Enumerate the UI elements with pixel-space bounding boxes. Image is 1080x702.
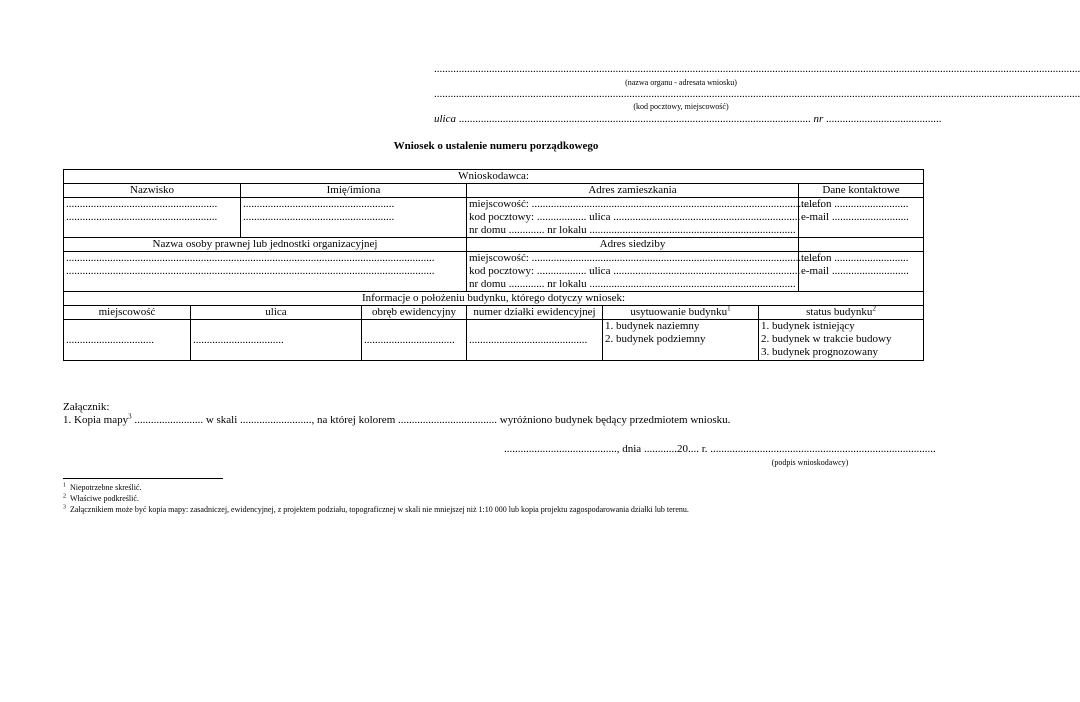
status-option-under-construction[interactable]: 2. budynek w trakcie budowy	[761, 333, 892, 345]
signature-caption: (podpis wnioskodawcy)	[771, 458, 849, 467]
footnote-2-number: 2	[63, 493, 66, 500]
application-form-table	[63, 169, 924, 361]
footnote-2	[63, 494, 139, 504]
surname-dots-2[interactable]: .......................................................	[66, 211, 218, 223]
contact-field[interactable]	[799, 198, 924, 238]
signature-line[interactable]: ........................................., dnia ............20.... r. ..................................................................................	[504, 443, 936, 455]
status-option-existing[interactable]: 1. budynek istniejący	[761, 320, 855, 332]
footnote-ref-2: 2	[872, 304, 876, 313]
street-dots[interactable]: ................................................................................................................................	[458, 113, 811, 125]
firstnames-dots-1[interactable]: .......................................................	[243, 198, 395, 210]
residence-locality[interactable]: miejscowość: ..........................................................................................................	[469, 198, 824, 210]
empty-header-cell	[799, 238, 924, 252]
footnote-separator	[63, 478, 223, 479]
legal-entity-dots-1[interactable]: ......................................................................................................................................	[66, 252, 435, 264]
footnote-ref-3: 3	[128, 412, 132, 421]
firstnames-field[interactable]	[241, 198, 467, 238]
seat-contact-phone[interactable]: telefon ...........................	[801, 252, 909, 264]
loc-locality-field[interactable]: ................................	[64, 320, 191, 361]
nr-label: nr	[813, 113, 824, 125]
attachment-item-prefix: 1. Kopia mapy	[63, 414, 129, 426]
attachment-label: Załącznik:	[63, 401, 110, 413]
seat-address-header: Adres siedziby	[467, 238, 799, 252]
document-title: Wniosek o ustalenie numeru porządkowego	[393, 140, 599, 152]
street-label: ulica	[434, 113, 456, 125]
addressee-name-caption: (nazwa organu - adresata wniosku)	[625, 78, 737, 87]
addressee-street-line[interactable]	[434, 113, 942, 125]
footnote-3-text: Załącznikiem może być kopia mapy: zasadniczej, ewidencyjnej, z projektem podziału, topograficznej w skali nie mniejszej niż 1:10 000 lub kopia projektu zagospodarowania działki lub terenu.	[70, 505, 689, 514]
footnote-1	[63, 483, 142, 493]
legal-entity-header: Nazwa osoby prawnej lub jednostki organizacyjnej	[64, 238, 467, 252]
footnote-ref-1: 1	[727, 304, 731, 313]
residence-postal-street[interactable]: kod pocztowy: .................. ulica ....................................................................	[469, 211, 801, 223]
status-options	[759, 320, 924, 361]
col-surname: Nazwisko	[64, 184, 241, 198]
addressee-postal-dots[interactable]: ...........................................................................................................................................................................................................................................	[434, 88, 1080, 100]
contact-phone[interactable]: telefon ...........................	[801, 198, 909, 210]
attachment-item	[63, 414, 730, 426]
seat-house-flat[interactable]: nr domu ............. nr lokalu ...........................................................................	[469, 278, 796, 290]
legal-entity-field[interactable]	[64, 252, 467, 292]
seat-postal-street[interactable]: kod pocztowy: .................. ulica ....................................................................	[469, 265, 801, 277]
loc-street-field[interactable]: .................................	[191, 320, 362, 361]
loc-col-status	[759, 306, 924, 320]
seat-address-field[interactable]	[467, 252, 824, 292]
situation-option-aboveground[interactable]: 1. budynek naziemny	[605, 320, 700, 332]
legal-entity-dots-2[interactable]: ......................................................................................................................................	[66, 265, 435, 277]
col-address: Adres zamieszkania	[467, 184, 799, 198]
surname-field[interactable]	[64, 198, 241, 238]
contact-email[interactable]: e-mail ............................	[801, 211, 909, 223]
loc-col-street: ulica	[191, 306, 362, 320]
footnote-3-number: 3	[63, 504, 66, 511]
loc-plot-field[interactable]: ...........................................	[467, 320, 603, 361]
footnote-1-text: Niepotrzebne skreślić.	[70, 483, 142, 492]
col-contact: Dane kontaktowe	[799, 184, 924, 198]
loc-col-plot: numer działki ewidencyjnej	[467, 306, 603, 320]
firstnames-dots-2[interactable]: .......................................................	[243, 211, 395, 223]
building-location-header: Informacje o położeniu budynku, którego dotyczy wniosek:	[64, 292, 924, 306]
footnote-1-number: 1	[63, 482, 66, 489]
residence-house-flat[interactable]: nr domu ............. nr lokalu ...........................................................................	[469, 224, 796, 236]
footnote-2-text: Właściwe podkreślić.	[70, 494, 139, 503]
seat-contact-field[interactable]	[799, 252, 924, 292]
loc-col-situation	[603, 306, 759, 320]
attachment-item-text[interactable]: ......................... w skali .........................., na której kolorem .................................... wyróżniono budynek będący przedmiotem wniosku.	[131, 414, 731, 426]
situation-options	[603, 320, 759, 361]
addressee-name-dots[interactable]: ...........................................................................................................................................................................................................................................	[434, 63, 1080, 75]
col-firstnames: Imię/imiona	[241, 184, 467, 198]
loc-col-status-label: status budynku	[806, 306, 873, 318]
residence-address-field[interactable]	[467, 198, 824, 238]
seat-locality[interactable]: miejscowość: ..........................................................................................................	[469, 252, 824, 264]
nr-dots[interactable]: ..........................................	[826, 113, 942, 125]
status-option-planned[interactable]: 3. budynek prognozowany	[761, 346, 879, 358]
applicant-header: Wnioskodawca:	[64, 170, 924, 184]
loc-precinct-field[interactable]: .................................	[362, 320, 467, 361]
addressee-postal-caption: (kod pocztowy, miejscowość)	[633, 102, 729, 111]
footnote-3	[63, 505, 689, 515]
loc-col-situation-label: usytuowanie budynku	[630, 306, 728, 318]
loc-col-precinct: obręb ewidencyjny	[362, 306, 467, 320]
loc-col-locality: miejscowość	[64, 306, 191, 320]
situation-option-underground[interactable]: 2. budynek podziemny	[605, 333, 706, 345]
seat-contact-email[interactable]: e-mail ............................	[801, 265, 909, 277]
surname-dots-1[interactable]: .......................................................	[66, 198, 218, 210]
